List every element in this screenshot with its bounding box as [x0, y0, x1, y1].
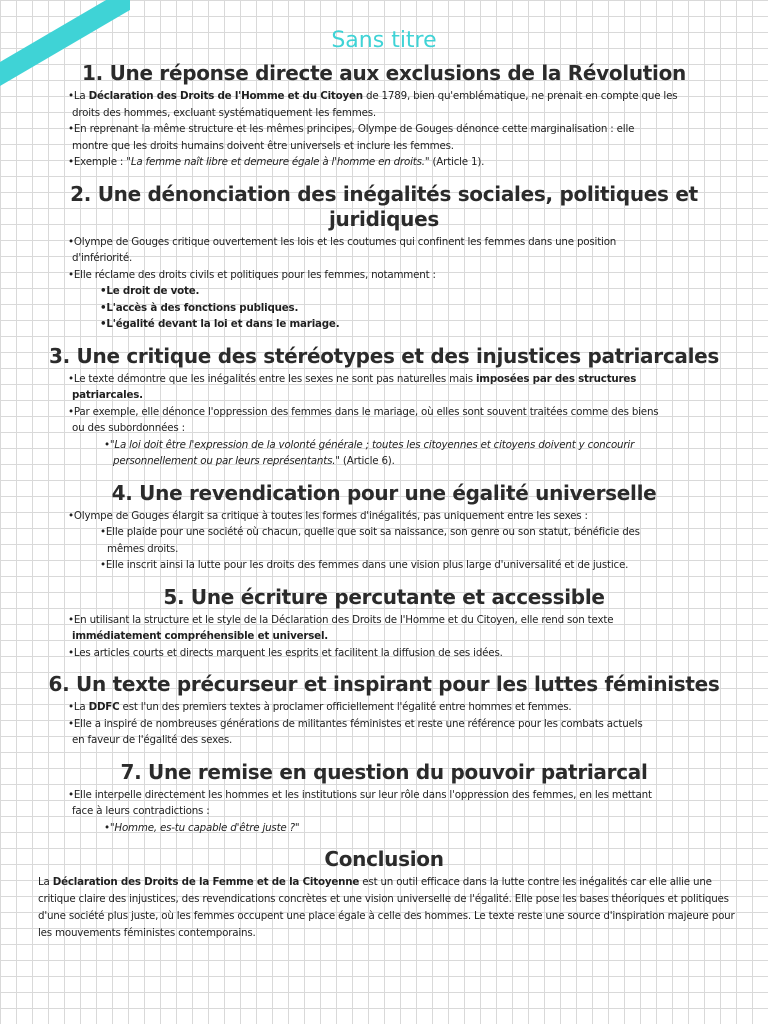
section-5-paragraph-1: •En utilisant la structure et le style de la Déclaration des Droits de l'Homme et du Citoyen, elle rend son texte immédiatement compréhensible et universel. — [68, 613, 614, 642]
section-3-paragraph-2: •Par exemple, elle dénonce l'oppression des femmes dans le mariage, où elles sont souvent traitées comme des biens ou des subordonnées : — [68, 405, 659, 434]
section-1-heading: 1. Une réponse directe aux exclusions de la Révolution — [82, 61, 686, 85]
page-title: Sans titre — [331, 28, 437, 53]
section-2-heading: 2. Une dénonciation des inégalités sociales, politiques et juridiques — [70, 181, 698, 231]
section-5 — [0, 585, 768, 662]
section-4-bullet-2: •Elle inscrit ainsi la lutte pour les droits des femmes dans une vision plus large d'universalité et de justice. — [100, 559, 629, 571]
section-3-quote-1: •"La loi doit être l'expression de la volonté générale ; toutes les citoyennes et citoyens doivent y concourir personnellement ou par leurs représentants." (Article 6). — [104, 438, 635, 467]
section-2-bullet-2: •L'accès à des fonctions publiques. — [100, 301, 299, 314]
section-4 — [0, 481, 768, 574]
section-6-heading: 6. Un texte précurseur et inspirant pour les luttes féministes — [48, 672, 720, 696]
section-4-bullet-1: •Elle plaide pour une société où chacun, quelle que soit sa naissance, son genre ou son statut, bénéficie des mêmes droits. — [100, 526, 640, 555]
section-2-paragraph-2: •Elle réclame des droits civils et politiques pour les femmes, notamment : — [68, 268, 436, 281]
section-3 — [0, 344, 768, 470]
section-5-paragraph-2: •Les articles courts et directs marquent les esprits et facilitent la diffusion de ses idées. — [68, 646, 503, 659]
section-1-paragraph-2: •En reprenant la même structure et les mêmes principes, Olympe de Gouges dénonce cette marginalisation : elle montre que les droits humains doivent être universels et inclure les femmes. — [68, 123, 635, 152]
section-6 — [0, 672, 768, 749]
section-4-paragraph-1: •Olympe de Gouges élargit sa critique à toutes les formes d'inégalités, pas uniquement entre les sexes : — [68, 509, 588, 522]
section-4-heading: 4. Une revendication pour une égalité universelle — [111, 480, 657, 505]
section-6-paragraph-1: •La DDFC est l'un des premiers textes à proclamer officiellement l'égalité entre hommes et femmes. — [68, 701, 572, 713]
conclusion-heading: Conclusion — [324, 847, 444, 871]
section-3-heading: 3. Une critique des stéréotypes et des injustices patriarcales — [48, 343, 719, 368]
section-7 — [0, 760, 768, 837]
section-7-heading: 7. Une remise en question du pouvoir patriarcal — [120, 759, 648, 784]
document-page — [0, 26, 768, 953]
section-6-paragraph-2: •Elle a inspiré de nombreuses générations de militantes féministes et reste une référence pour les combats actuels en faveur de l'égalité des sexes. — [68, 717, 643, 746]
conclusion-section — [0, 847, 768, 942]
section-2 — [0, 182, 768, 333]
section-1-paragraph-1: •La Déclaration des Droits de l'Homme et du Citoyen de 1789, bien qu'emblématique, ne prenait en compte que les droits des hommes, excluant systématiquement les femmes. — [68, 90, 678, 119]
section-7-paragraph-1: •Elle interpelle directement les hommes et les institutions sur leur rôle dans l'oppression des femmes, en les mettant face à leurs contradictions : — [68, 788, 652, 817]
section-2-bullet-1: •Le droit de vote. — [100, 285, 200, 297]
section-3-paragraph-1: •Le texte démontre que les inégalités entre les sexes ne sont pas naturelles mais imposées par des structures patriarcales. — [68, 372, 637, 401]
section-2-paragraph-1: •Olympe de Gouges critique ouvertement les lois et les coutumes qui confinent les femmes dans une position d'infériorité. — [68, 235, 617, 264]
section-5-heading: 5. Une écriture percutante et accessible — [163, 584, 605, 609]
section-1 — [0, 61, 768, 171]
section-7-quote-1: •"Homme, es-tu capable d'être juste ?" — [104, 821, 300, 834]
section-2-bullet-3: •L'égalité devant la loi et dans le mariage. — [100, 318, 340, 330]
section-1-paragraph-3: •Exemple : "La femme naît libre et demeure égale à l'homme en droits." (Article 1). — [68, 156, 485, 168]
conclusion-paragraph: La Déclaration des Droits de la Femme et de la Citoyenne est un outil efficace dans la lutte contre les inégalités car elle allie une critique claire des injustices, des revendications concrètes et une vision universelle de l'égalité. Elle pose les bases théoriques et politiques d'une société plus juste, où les femmes occupent une place égale à celle des hommes. Le texte reste une source d'inspiration majeure pour les mouvements féministes contemporains. — [38, 876, 735, 939]
